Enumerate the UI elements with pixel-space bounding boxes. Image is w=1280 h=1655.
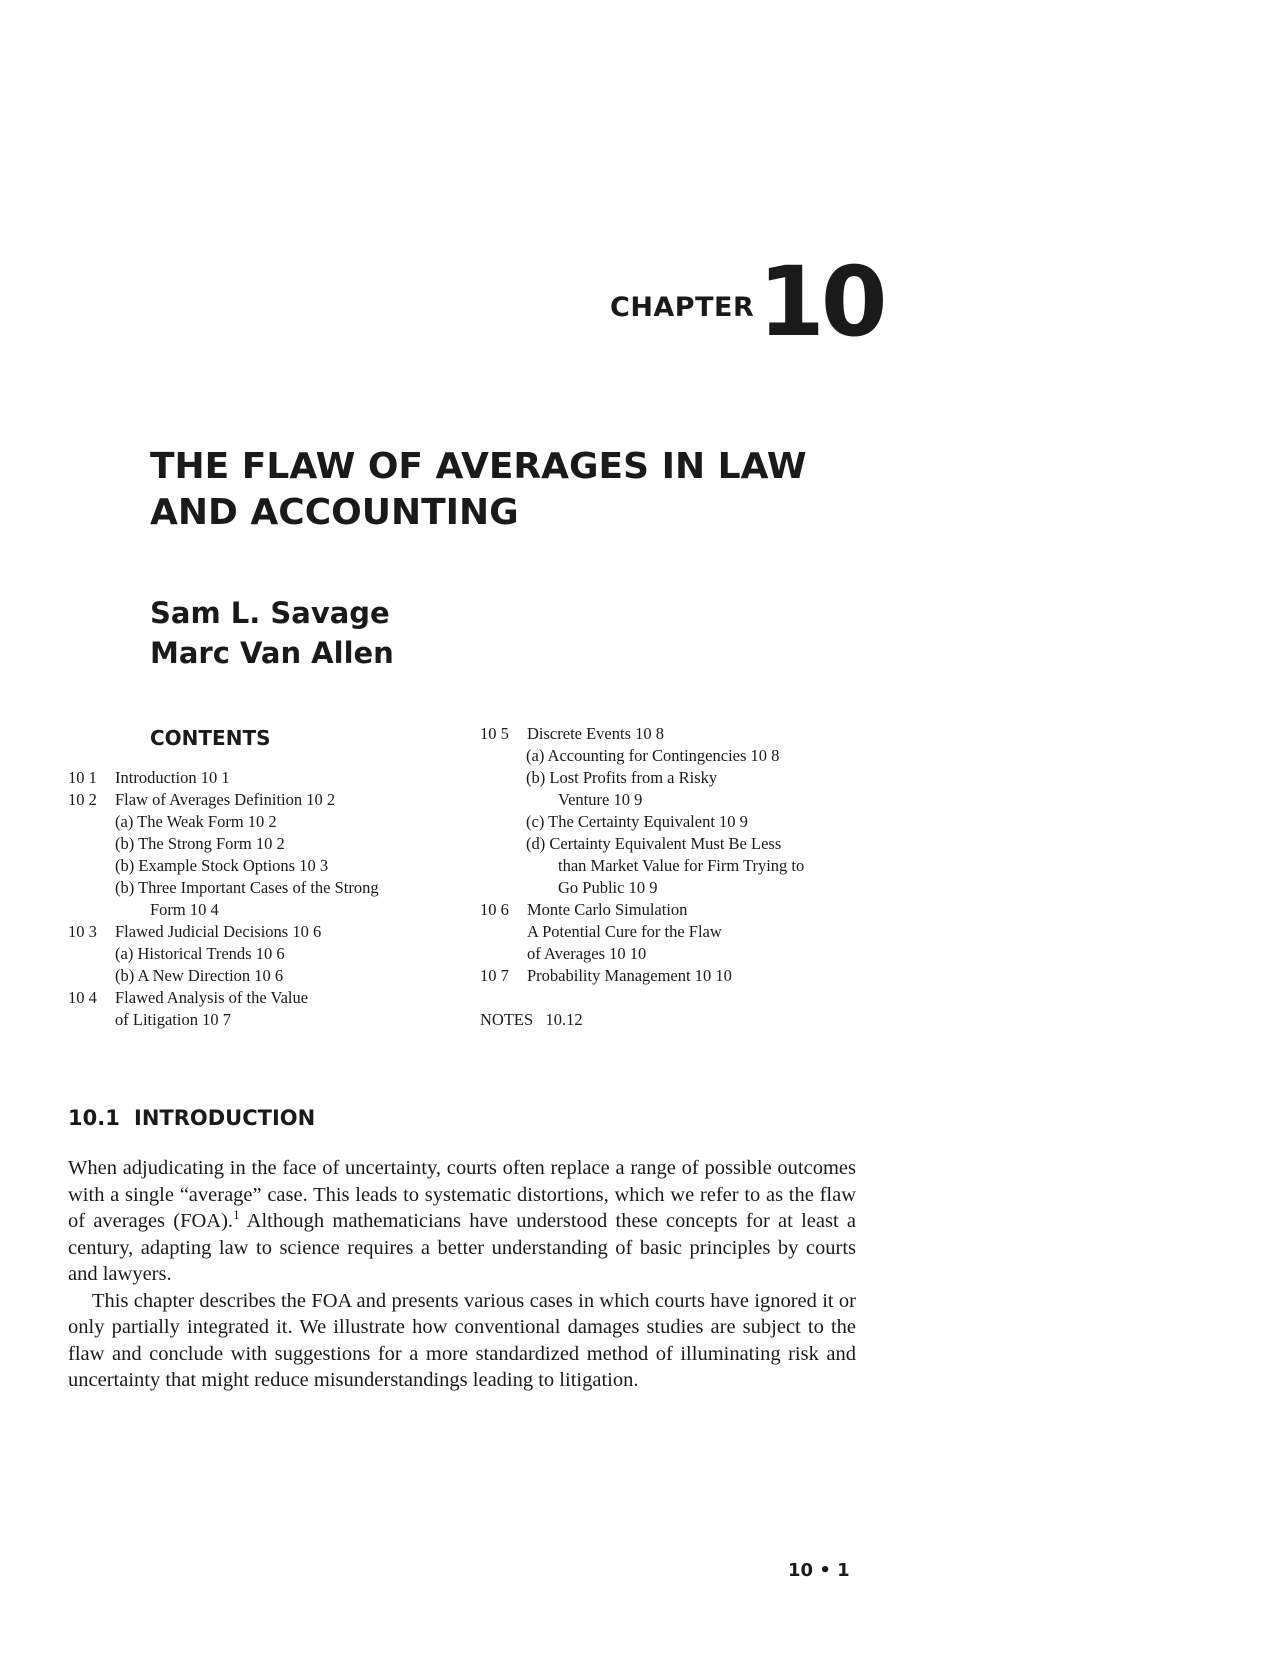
chapter-title-line-2: AND ACCOUNTING [150, 492, 519, 533]
chapter-title-line-1: THE FLAW OF AVERAGES IN LAW [150, 446, 807, 487]
toc-entry-number: 10 4 [68, 988, 97, 1007]
toc-entry-text: Monte Carlo Simulation [527, 900, 688, 919]
toc-entry-number: 10 5 [480, 724, 509, 743]
toc-entry-number: 10 2 [68, 790, 97, 809]
toc-subentry: (c) The Certainty Equivalent 10 9 [526, 812, 748, 831]
toc-entry-continuation: A Potential Cure for the Flaw [527, 922, 722, 941]
toc-entry-continuation: of Litigation 10 7 [115, 1010, 231, 1029]
author-2: Marc Van Allen [150, 636, 394, 670]
toc-subentry: (b) A New Direction 10 6 [115, 966, 284, 985]
toc-subentry: (a) Historical Trends 10 6 [115, 944, 285, 963]
toc-notes: NOTES 10.12 [480, 1010, 583, 1029]
chapter-label: CHAPTER [610, 292, 755, 323]
footnote-marker[interactable]: 1 [233, 1207, 240, 1223]
paragraph-2: This chapter describes the FOA and presents various cases in which courts have ignored it or only partially integrated it. We illustrate how conventional damages studies are subject to the flaw and conclude with suggestions for a more standardized method of illuminating risk and uncertainty that might reduce misunderstandings leading to litigation. [68, 1289, 856, 1391]
paragraph-1 [68, 1155, 856, 1288]
author-1: Sam L. Savage [150, 596, 390, 630]
toc-subentry: (b) The Strong Form 10 2 [115, 834, 285, 853]
toc-subentry: (a) Accounting for Contingencies 10 8 [526, 746, 780, 765]
toc-entry-continuation: of Averages 10 10 [527, 944, 647, 963]
chapter-title [150, 444, 850, 536]
toc-entry-number: 10 1 [68, 768, 97, 787]
chapter-number: 10 [758, 246, 884, 358]
toc-subentry: (d) Certainty Equivalent Must Be Less [526, 834, 782, 853]
contents-heading: CONTENTS [150, 726, 271, 750]
toc-subentry: (b) Example Stock Options 10 3 [115, 856, 329, 875]
toc-subentry: (b) Lost Profits from a Risky [526, 768, 718, 787]
toc-subentry-continuation: Form 10 4 [150, 900, 219, 919]
toc-subentry-continuation: Go Public 10 9 [558, 878, 658, 897]
paragraph-1-text-a: When adjudicating in the face of uncertainty, courts often replace a range of possible outcomes with a single “average” case. This leads to systematic distortions, which we refer to as the flaw of averages (FOA). [68, 1157, 856, 1232]
toc-entry-number: 10 6 [480, 900, 509, 919]
toc-entry-text: Flawed Analysis of the Value [115, 988, 309, 1007]
section-heading [68, 1106, 315, 1130]
toc-subentry: (b) Three Important Cases of the Strong [115, 878, 379, 897]
body-text [68, 1155, 856, 1394]
toc-entry-text: Flawed Judicial Decisions 10 6 [115, 922, 322, 941]
section-title: INTRODUCTION [134, 1106, 316, 1130]
toc-entry-text: Introduction 10 1 [115, 768, 230, 787]
toc-entry-text: Flaw of Averages Definition 10 2 [115, 790, 336, 809]
section-number: 10.1 [68, 1106, 120, 1130]
page-number: 10 • 1 [788, 1560, 850, 1581]
toc-subentry-continuation: than Market Value for Firm Trying to [558, 856, 805, 875]
toc-entry-text: Discrete Events 10 8 [527, 724, 665, 743]
toc-subentry-continuation: Venture 10 9 [558, 790, 643, 809]
toc-subentry: (a) The Weak Form 10 2 [115, 812, 277, 831]
toc-entry-text: Probability Management 10 10 [527, 966, 732, 985]
paragraph-1-text-b: Although mathematicians have understood these concepts for at least a century, adapting law to science requires a better understanding of basic principles by courts and lawyers. [68, 1210, 856, 1285]
toc-entry-number: 10 7 [480, 966, 509, 985]
toc-entry-number: 10 3 [68, 922, 97, 941]
